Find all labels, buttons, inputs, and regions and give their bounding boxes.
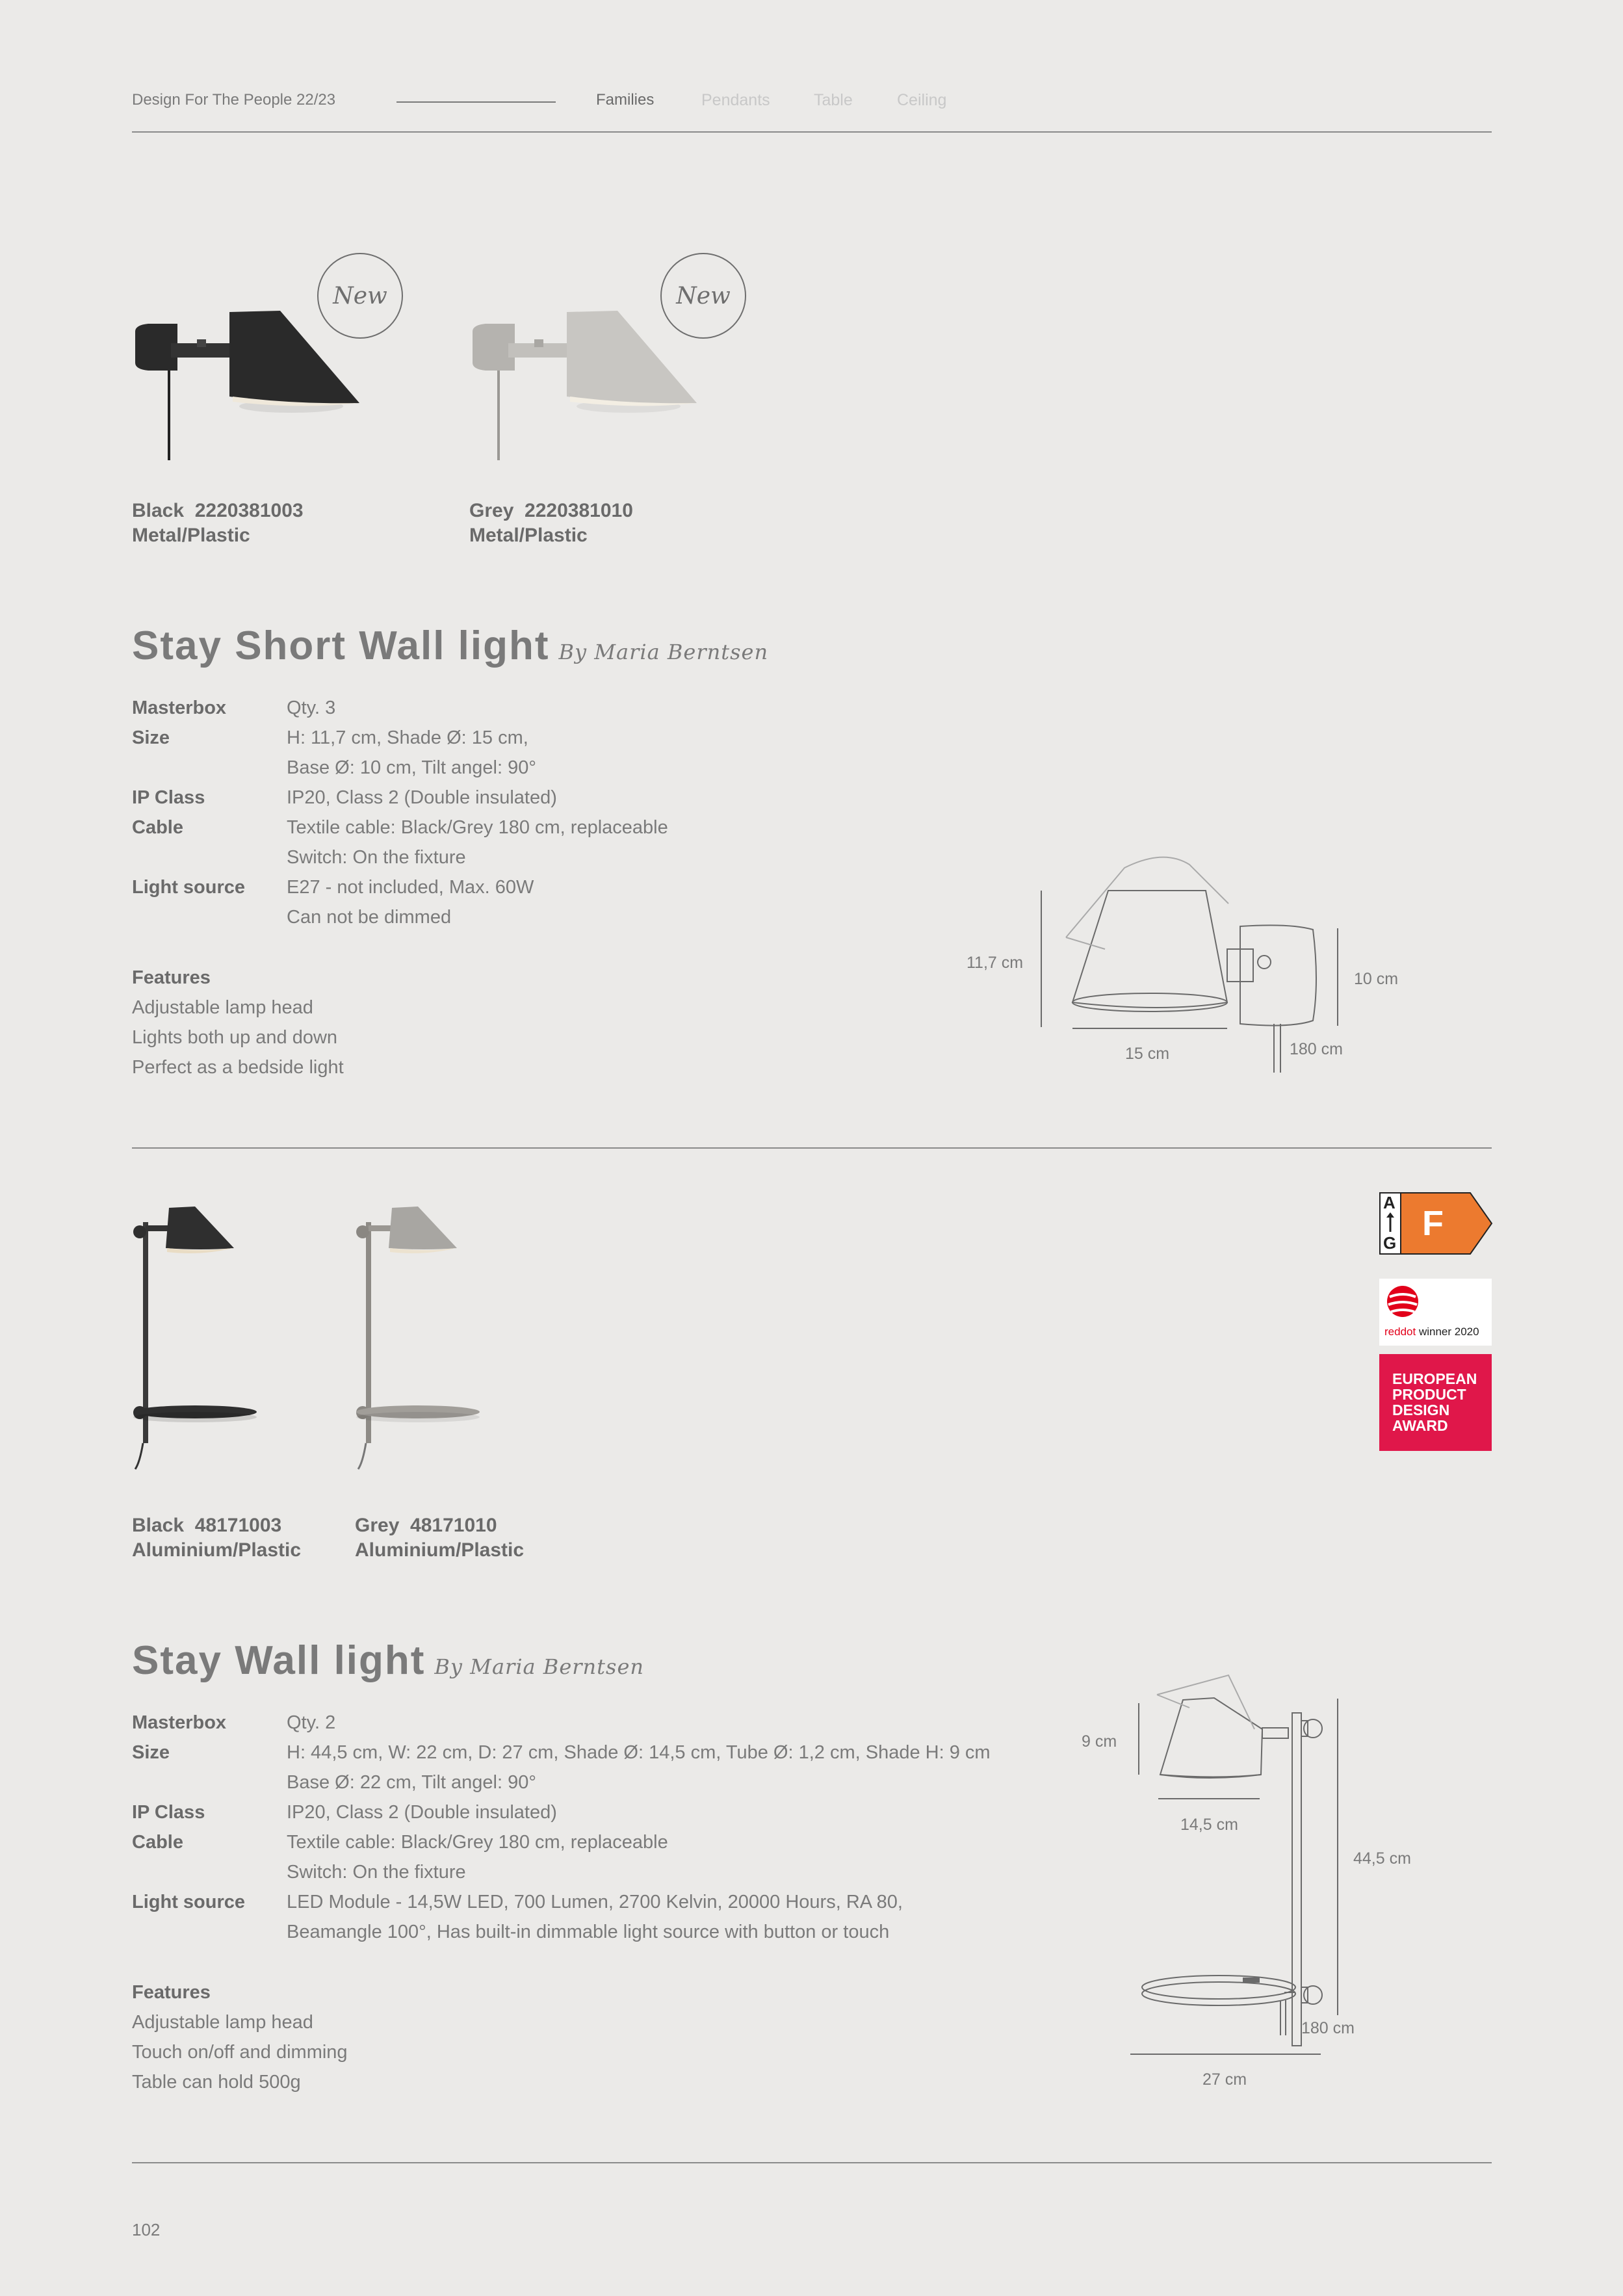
dim-shade-h-wall: 9 cm <box>1082 1732 1117 1751</box>
product-title-short <box>132 623 768 669</box>
energy-class: F <box>1422 1204 1444 1243</box>
title-text: Stay Short Wall light <box>132 623 550 668</box>
energy-label <box>1379 1192 1493 1255</box>
new-badge-black: New <box>317 253 403 339</box>
features-heading: Features <box>132 967 211 988</box>
features-short <box>132 963 344 1082</box>
spec-table-wall <box>132 1708 991 1947</box>
features-heading: Features <box>132 1982 211 2003</box>
spec-row: Switch: On the fixture <box>287 847 466 868</box>
dim-depth-wall: 27 cm <box>1202 2070 1247 2089</box>
variant-material: Aluminium/Plastic <box>355 1539 525 1561</box>
dim-shade-short: 15 cm <box>1125 1045 1170 1063</box>
variant-color-code: Black 48171003 <box>132 1515 282 1536</box>
footer-rule <box>132 2162 1492 2163</box>
variant-grey-short <box>469 499 633 548</box>
feature-item: Adjustable lamp head <box>132 997 313 1018</box>
feature-item: Lights both up and down <box>132 1027 338 1048</box>
epda-text: EUROPEAN PRODUCT DESIGN AWARD <box>1392 1370 1477 1434</box>
feature-item: Table can hold 500g <box>132 2072 301 2093</box>
spec-row: Masterbox Qty. 2 <box>132 1712 336 1733</box>
reddot-logo-icon <box>1386 1284 1420 1320</box>
spec-row: Base Ø: 10 cm, Tilt angel: 90° <box>287 757 536 778</box>
spec-row: Size H: 11,7 cm, Shade Ø: 15 cm, <box>132 727 528 748</box>
designer-byline: By Maria Berntsen <box>434 1654 644 1679</box>
product-image-black-wall <box>130 1203 273 1476</box>
variant-color-code: Grey 48171010 <box>355 1515 497 1536</box>
section-divider <box>132 1147 1492 1149</box>
variant-material: Aluminium/Plastic <box>132 1539 302 1561</box>
nav-pendants[interactable]: Pendants <box>701 91 770 109</box>
nav-table[interactable]: Table <box>814 91 853 109</box>
spec-row: Masterbox Qty. 3 <box>132 698 336 718</box>
spec-row: Switch: On the fixture <box>287 1862 466 1883</box>
reddot-award <box>1379 1279 1492 1346</box>
product-title-wall <box>132 1637 644 1684</box>
variant-material: Metal/Plastic <box>469 525 588 546</box>
catalog-title: Design For The People 22/23 <box>132 91 336 109</box>
spec-row: Can not be dimmed <box>287 907 452 928</box>
spec-table-short <box>132 693 668 932</box>
variant-black-short <box>132 499 304 548</box>
nav-ceiling[interactable]: Ceiling <box>897 91 947 109</box>
variant-black-wall <box>132 1513 301 1563</box>
dim-height-wall: 44,5 cm <box>1353 1849 1411 1868</box>
spec-row: Cable Textile cable: Black/Grey 180 cm, replaceable <box>132 817 668 838</box>
spec-row: Light source LED Module - 14,5W LED, 700 Lumen, 2700 Kelvin, 20000 Hours, RA 80, <box>132 1892 903 1912</box>
header-rule <box>132 131 1492 133</box>
dim-height-short: 11,7 cm <box>967 954 1024 972</box>
spec-row: Base Ø: 22 cm, Tilt angel: 90° <box>287 1772 536 1793</box>
energy-scale-top: A <box>1383 1193 1396 1212</box>
energy-scale-bottom: G <box>1383 1233 1397 1253</box>
new-badge-grey: New <box>660 253 746 339</box>
feature-item: Adjustable lamp head <box>132 2012 313 2033</box>
spec-row: Cable Textile cable: Black/Grey 180 cm, replaceable <box>132 1832 668 1853</box>
dim-shade-wall: 14,5 cm <box>1180 1816 1238 1834</box>
nav-families[interactable]: Families <box>596 91 655 109</box>
european-product-design-award <box>1379 1354 1492 1451</box>
feature-item: Perfect as a bedside light <box>132 1057 344 1078</box>
variant-color-code: Grey 2220381010 <box>469 500 633 521</box>
dim-cable-short: 180 cm <box>1290 1040 1343 1058</box>
product-image-grey-wall <box>353 1203 496 1476</box>
dim-base-short: 10 cm <box>1354 970 1399 988</box>
reddot-text: reddot winner 2020 <box>1384 1325 1479 1338</box>
variant-color-code: Black 2220381003 <box>132 500 304 521</box>
spec-row: Beamangle 100°, Has built-in dimmable light source with button or touch <box>287 1922 890 1942</box>
title-text: Stay Wall light <box>132 1638 426 1683</box>
feature-item: Touch on/off and dimming <box>132 2042 348 2063</box>
designer-byline: By Maria Berntsen <box>558 640 769 664</box>
spec-row: IP Class IP20, Class 2 (Double insulated) <box>132 787 557 808</box>
header-divider <box>396 101 556 103</box>
features-wall <box>132 1977 348 2097</box>
variant-material: Metal/Plastic <box>132 525 250 546</box>
spec-row: IP Class IP20, Class 2 (Double insulated) <box>132 1802 557 1823</box>
page-number: 102 <box>132 2220 161 2239</box>
variant-grey-wall <box>355 1513 524 1563</box>
dim-cable-wall: 180 cm <box>1301 2019 1355 2037</box>
spec-row: Size H: 44,5 cm, W: 22 cm, D: 27 cm, Shade Ø: 14,5 cm, Tube Ø: 1,2 cm, Shade H: 9 cm <box>132 1742 991 1763</box>
spec-row: Light source E27 - not included, Max. 60W <box>132 877 534 898</box>
